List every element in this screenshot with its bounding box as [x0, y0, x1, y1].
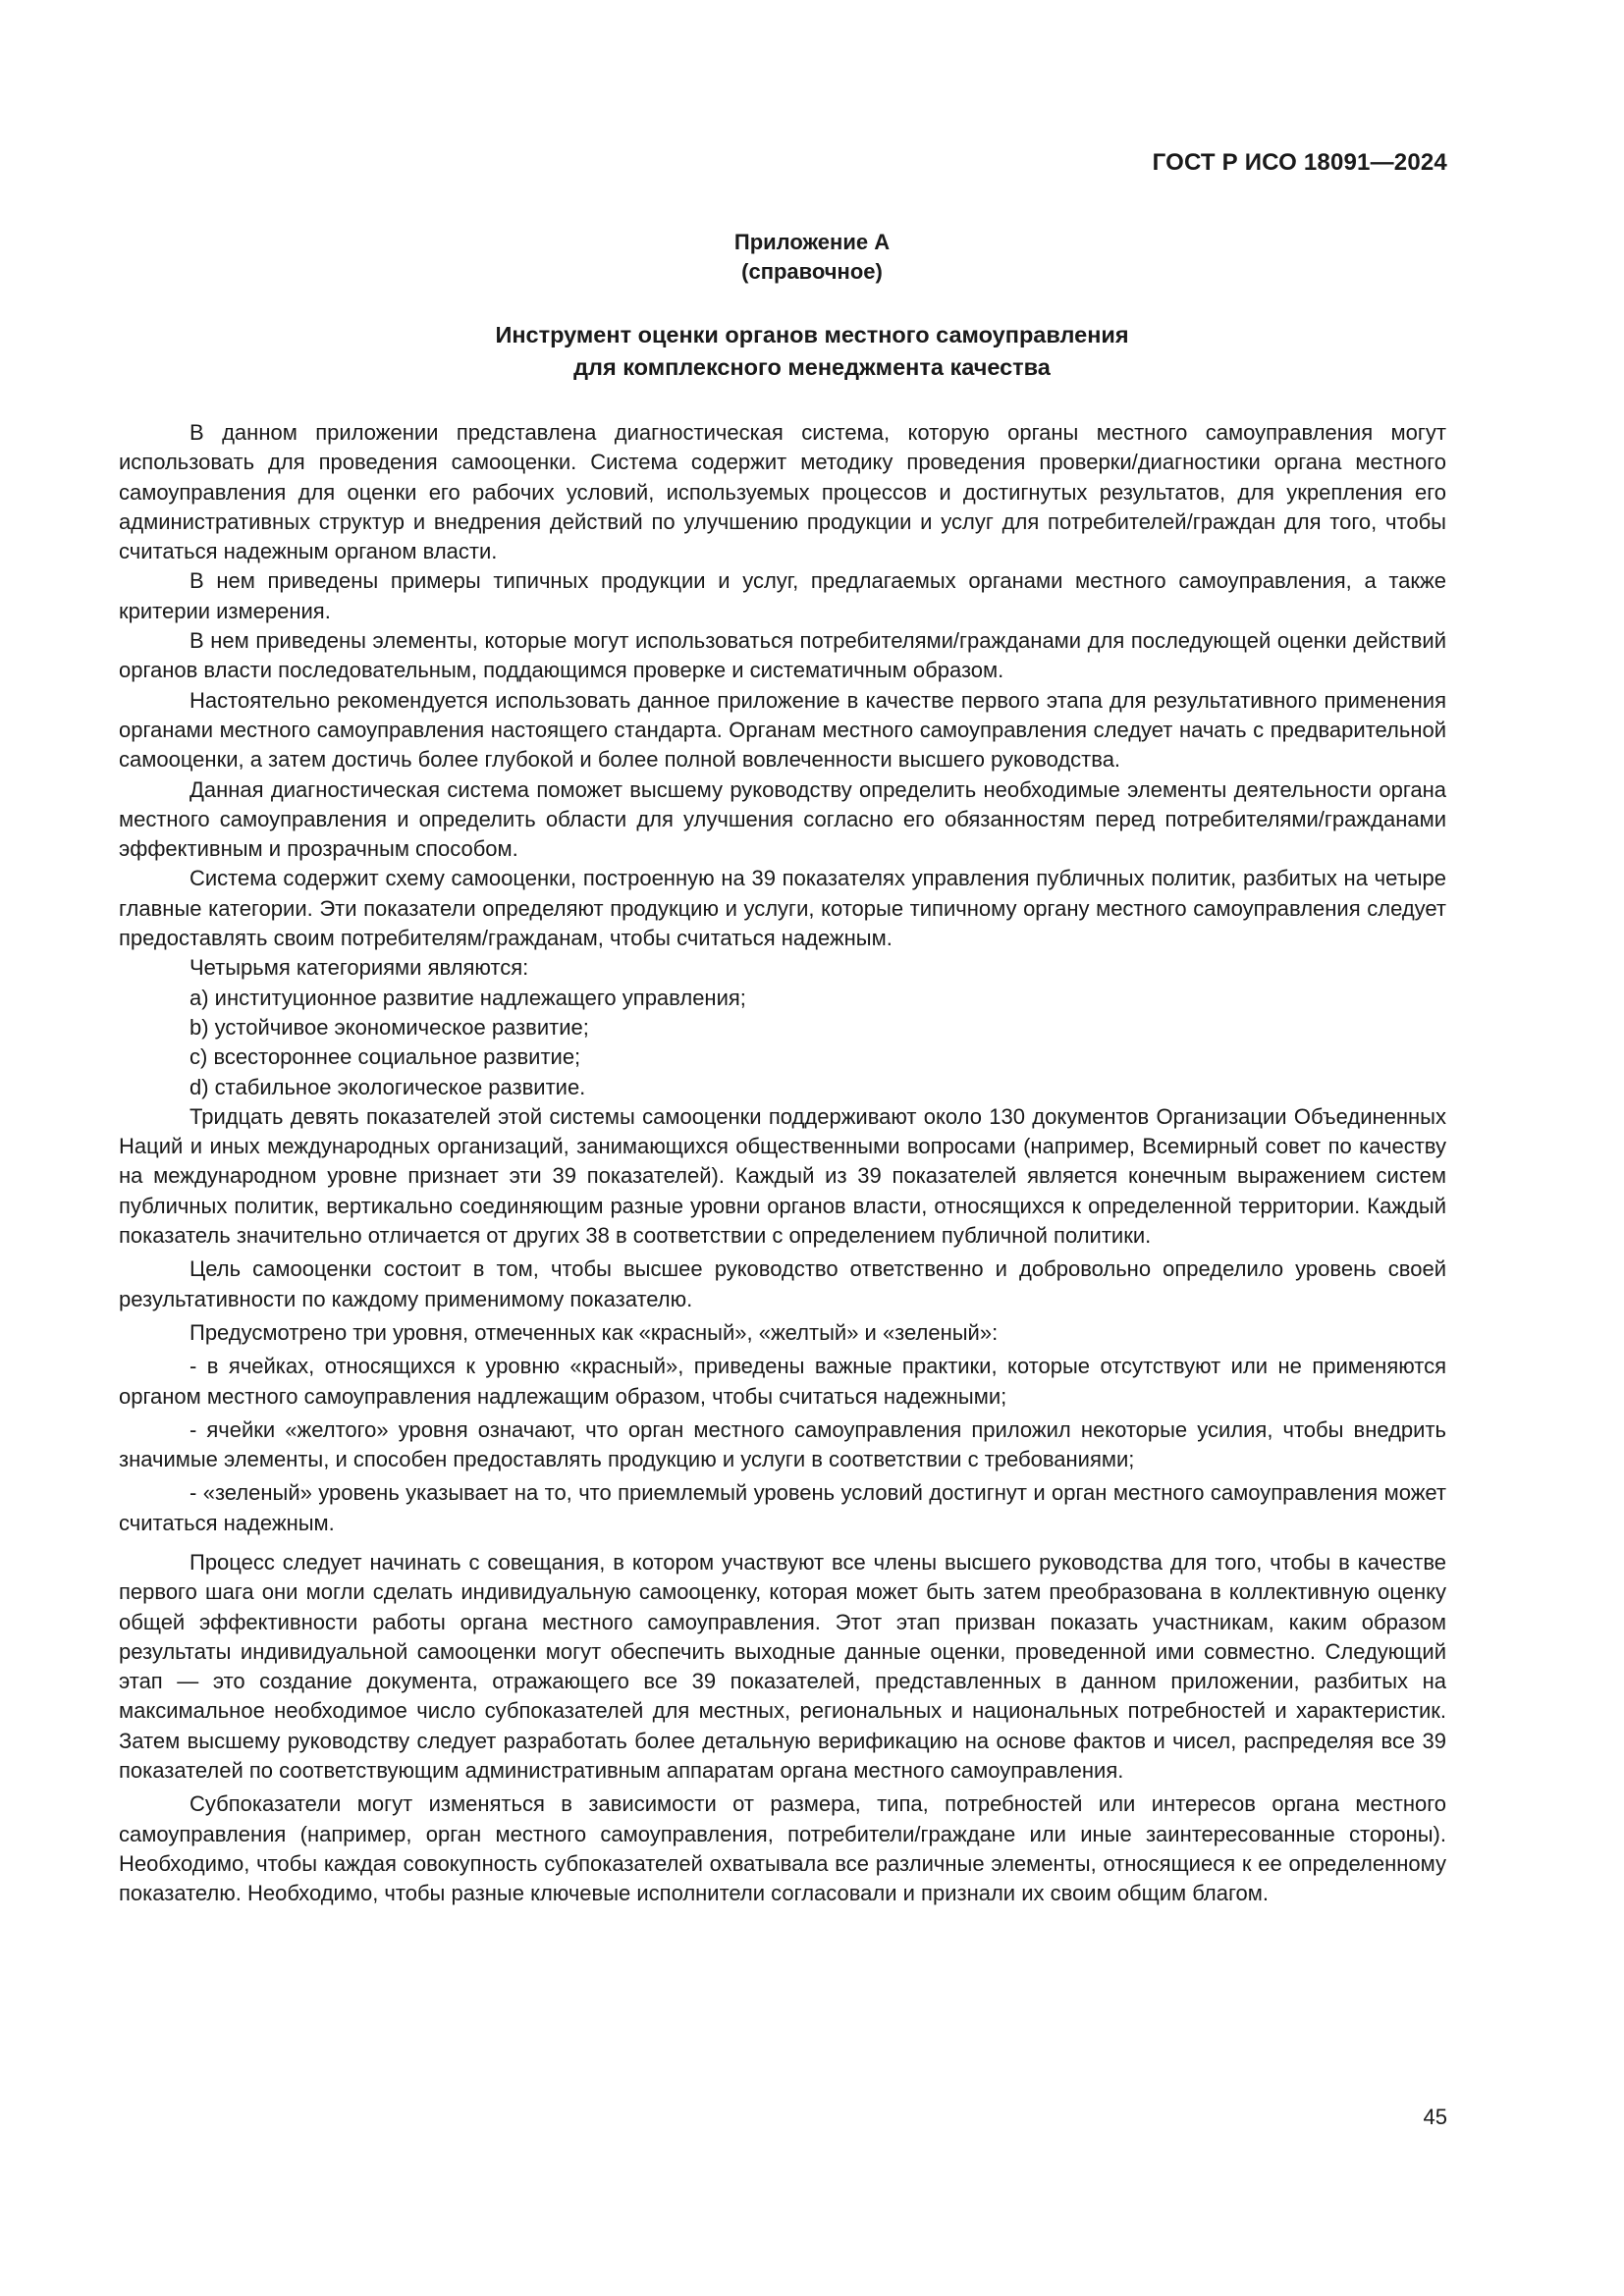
page-number: 45	[1423, 2105, 1447, 2129]
category-item: b) устойчивое экономическое развитие;	[189, 1014, 589, 1040]
paragraph: Четырьмя категориями являются:	[189, 955, 529, 981]
level-item-green: - «зеленый» уровень указывает на то, что приемлемый уровень условий достигнут и орган местного самоуправления может считаться надежным.	[119, 1480, 1446, 1535]
level-item-red: - в ячейках, относящихся к уровню «красный», приведены важные практики, которые отсутствуют или не применяются органом местного самоуправления надлежащим образом, чтобы считаться надежными;	[119, 1354, 1446, 1409]
annex-status: (справочное)	[741, 259, 883, 284]
annex-body	[119, 418, 1446, 1909]
paragraph: Процесс следует начинать с совещания, в котором участвуют все члены высшего руководства для того, чтобы в качестве первого шага они могли сделать индивидуальную самооценку, которая может быть затем преобразована в коллективную оценку общей эффективности работы органа местного самоуправления. Этот этап призван показать участникам, каким образом результаты индивидуальной самооценки могут обеспечить выходные данные оценки, проведенной ими совместно. Следующий этап — это создание документа, отражающего все 39 показателей, представленных в данном приложении, разбитых на максимальное необходимое число субпоказателей для местных, региональных и национальных потребностей и характеристик. Затем высшему руководству следует разработать более детальную верификацию на основе фактов и чисел, распределяя все 39 показателей по соответствующим административным аппаратам органа местного самоуправления.	[119, 1549, 1446, 1784]
paragraph: В данном приложении представлена диагностическая система, которую органы местного самоуправления могут использовать для проведения самооценки. Система содержит методику проведения проверки/диагностики органа местного самоуправления для оценки его рабочих условий, используемых процессов и достигнутых результатов, для укрепления его административных структур и внедрения действий по улучшению продукции и услуг для потребителей/граждан для того, чтобы считаться надежным органом власти.	[119, 420, 1446, 564]
category-item: a) институционное развитие надлежащего управления;	[189, 985, 746, 1010]
category-item: d) стабильное экологическое развитие.	[189, 1074, 586, 1099]
paragraph: Система содержит схему самооценки, построенную на 39 показателях управления публичных политик, разбитых на четыре главные категории. Эти показатели определяют продукцию и услуги, которые типичному органу местного самоуправления следует предоставлять своим потребителям/гражданам, чтобы считаться надежным.	[119, 866, 1446, 951]
paragraph: Предусмотрено три уровня, отмеченных как «красный», «желтый» и «зеленый»:	[189, 1319, 999, 1345]
annex-title	[0, 319, 1624, 384]
annex-heading	[0, 228, 1624, 287]
paragraph: В нем приведены примеры типичных продукции и услуг, предлагаемых органами местного самоуправления, а также критерии измерения.	[119, 568, 1446, 623]
paragraph: Данная диагностическая система поможет высшему руководству определить необходимые элементы деятельности органа местного самоуправления и определить области для улучшения согласно его обязанностям перед потребителями/гражданами эффективным и прозрачным способом.	[119, 776, 1446, 862]
document-id: ГОСТ Р ИСО 18091—2024	[1152, 149, 1447, 176]
level-item-yellow: - ячейки «желтого» уровня означают, что орган местного самоуправления приложил некоторые усилия, чтобы внедрить значимые элементы, и способен предоставлять продукцию и услуги в соответствии с требованиями;	[119, 1416, 1446, 1472]
paragraph: Настоятельно рекомендуется использовать данное приложение в качестве первого этапа для результативного применения органами местного самоуправления настоящего стандарта. Органам местного самоуправления следует начать с предварительной самооценки, а затем достичь более глубокой и более полной вовлеченности высшего руководства.	[119, 687, 1446, 773]
paragraph: Субпоказатели могут изменяться в зависимости от размера, типа, потребностей или интересов органа местного самоуправления (например, орган местного самоуправления, потребители/граждане или иные заинтересованные стороны). Необходимо, чтобы каждая совокупность субпоказателей охватывала все различные элементы, относящиеся к ее определенному показателю. Необходимо, чтобы разные ключевые исполнители согласовали и признали их своим общим благом.	[119, 1791, 1446, 1906]
paragraph: Цель самооценки состоит в том, чтобы высшее руководство ответственно и добровольно определило уровень своей результативности по каждому применимому показателю.	[119, 1256, 1446, 1311]
annex-label: Приложение А	[733, 230, 891, 254]
paragraph: В нем приведены элементы, которые могут использоваться потребителями/гражданами для последующей оценки действий органов власти последовательным, поддающимся проверке и систематичным образом.	[119, 628, 1446, 683]
annex-title-line-1: Инструмент оценки органов местного самоуправления	[495, 322, 1129, 347]
category-item: c) всестороннее социальное развитие;	[189, 1044, 581, 1070]
annex-title-line-2: для комплексного менеджмента качества	[573, 354, 1051, 380]
paragraph: Тридцать девять показателей этой системы самооценки поддерживают около 130 документов Организации Объединенных Наций и иных международных организаций, занимающихся общественными вопросами (например, Всемирный совет по качеству на международном уровне признает эти 39 показателей). Каждый из 39 показателей является конечным выражением систем публичных политик, вертикально соединяющим разные уровни органов власти, относящихся к определенной территории. Каждый показатель значительно отличается от других 38 в соответствии с определением публичной политики.	[119, 1103, 1446, 1249]
